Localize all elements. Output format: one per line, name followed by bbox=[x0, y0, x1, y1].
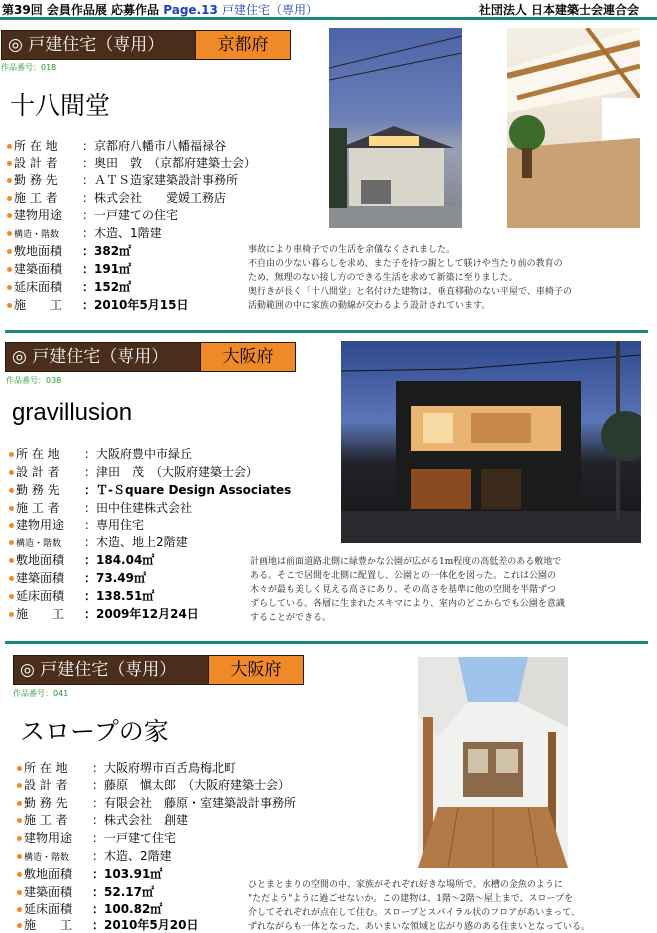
section-rule bbox=[5, 330, 648, 333]
entry1-field: 延床面積 ：152㎡ bbox=[7, 278, 131, 295]
entry3-field: 構造・階数 ：木造、2階建 bbox=[17, 847, 172, 864]
entry3-description bbox=[248, 878, 590, 933]
entry3-field: 敷地面積 ：103.91㎡ bbox=[17, 865, 162, 882]
description-line: 木々が最も美しく見える高さにあり、その高さを基準に他の空間を半階ずつ bbox=[250, 585, 557, 595]
entry2-field: 建築面積 ：73.49㎡ bbox=[9, 569, 146, 586]
entry3-number: 作品番号：041 bbox=[13, 689, 69, 698]
entry1-exterior-photo bbox=[329, 28, 462, 228]
entry2-field: 所 在 地 ：大阪府豊中市緑丘 bbox=[9, 445, 192, 462]
description-line: 介してそれぞれが点在して住む。スロープとスパイラル状のフロアがあいまって、 bbox=[248, 908, 581, 918]
entry3-field: 施 工 ：2010年5月20日 bbox=[17, 916, 198, 933]
entry3-field: 所 在 地 ：大阪府堺市百舌鳥梅北町 bbox=[17, 759, 236, 776]
entry1-category: ◎ 戸建住宅（専用） bbox=[1, 30, 196, 60]
entry1-field: 建物用途 ：一戸建ての住宅 bbox=[7, 206, 178, 223]
entry2-number: 作品番号：038 bbox=[6, 376, 62, 385]
entry2-night-facade-photo bbox=[341, 341, 641, 543]
entry3-field: 設 計 者 ：藤原 愼太郎 （大阪府建築士会） bbox=[17, 776, 290, 793]
entry3-title: スロープの家 bbox=[20, 717, 169, 746]
entry1-field: 所 在 地 ：京都府八幡市八幡福禄谷 bbox=[7, 137, 226, 154]
entry2-field: 施 工 ：2009年12月24日 bbox=[9, 605, 199, 622]
header-rule bbox=[0, 17, 657, 20]
header-left bbox=[2, 1, 318, 18]
entry1-title: 十八間堂 bbox=[10, 91, 111, 120]
entry1-field: 勤 務 先 ：ＡＴＳ造家建築設計事務所 bbox=[7, 171, 238, 188]
entry2-title: gravillusion bbox=[12, 399, 133, 426]
entry3-field: 建物用途 ：一戸建て住宅 bbox=[17, 829, 176, 846]
entry3-field: 勤 務 先 ：有限会社 藤原・室建築設計事務所 bbox=[17, 794, 296, 811]
entry2-field: 建物用途 ：専用住宅 bbox=[9, 516, 144, 533]
entry1-field: 施 工 ：2010年5月15日 bbox=[7, 296, 188, 313]
entry2-field: 敷地面積 ：184.04㎡ bbox=[9, 551, 154, 568]
entry2-description bbox=[250, 555, 565, 625]
entry2-field: 勤 務 先 ：Ｔ-Ｓquare Design Associates bbox=[9, 481, 291, 498]
description-line: 活動範囲の中に家族の動線が交わるよう設計されています。 bbox=[248, 301, 491, 311]
entry2-prefecture: 大阪府 bbox=[200, 342, 296, 372]
entry1-interior-photo bbox=[507, 28, 640, 228]
description-line: "ただよう"ように過ごせないか。この建物は、1階～2階～屋上まで、スロープを bbox=[248, 894, 574, 904]
entry3-courtyard-photo bbox=[418, 657, 568, 868]
entry2-field: 設 計 者 ：津田 茂 （大阪府建築士会） bbox=[9, 463, 258, 480]
description-line: ある。そこで居間を北側に配置し、公園との一体化を図った。これは公園の bbox=[250, 571, 557, 581]
description-line: 不自由の少ない暮らしを求め、また子を持つ親として躾けや当たり前の教育の bbox=[248, 259, 563, 269]
entry1-number: 作品番号：018 bbox=[1, 63, 57, 72]
description-line: ひとまとまりの空間の中、家族がそれぞれ好きな場所で、水槽の金魚のように bbox=[248, 880, 563, 890]
header-page: Page.13 bbox=[163, 3, 218, 17]
entry3-prefecture: 大阪府 bbox=[208, 655, 304, 685]
header-category: 戸建住宅（専用） bbox=[222, 3, 319, 17]
description-line: することができる。 bbox=[250, 613, 332, 623]
description-line: ずれながらも一体となった、あいまいな領域と広がり感のある住まいとなっている。 bbox=[248, 922, 591, 932]
entry1-prefecture: 京都府 bbox=[195, 30, 291, 60]
description-line: 奥行きが長く「十八間堂」と名付けた建物は、垂直移動のない平屋で、車椅子の bbox=[248, 287, 572, 297]
entry1-field: 建築面積 ：191㎡ bbox=[7, 260, 131, 277]
entry2-field: 施 工 者 ：田中住建株式会社 bbox=[9, 499, 192, 516]
entry1-field: 施 工 者 ：株式会社 愛媛工務店 bbox=[7, 189, 226, 206]
entry3-category: ◎ 戸建住宅（専用） bbox=[13, 655, 209, 685]
description-line: 事故により車椅子での生活を余儀なくされました。 bbox=[248, 245, 456, 255]
entry2-category: ◎ 戸建住宅（専用） bbox=[5, 342, 201, 372]
section-rule bbox=[5, 641, 648, 644]
entry1-field: 設 計 者 ：奥田 敦 （京都府建築士会） bbox=[7, 154, 256, 171]
description-line: ため、無理のない接し方のできる生活を求めて新築に至りました。 bbox=[248, 273, 518, 283]
entry3-field: 施 工 者 ：株式会社 創建 bbox=[17, 811, 188, 828]
entry3-field: 建築面積 ：52.17㎡ bbox=[17, 883, 154, 900]
description-line: 計画地は前面道路北側に緑豊かな公園が広がる1m程度の高低差のある敷地で bbox=[250, 557, 562, 567]
entry1-description bbox=[248, 243, 572, 313]
entry2-field: 延床面積 ：138.51㎡ bbox=[9, 587, 154, 604]
header-organization: 社団法人 日本建築士会連合会 bbox=[478, 3, 639, 17]
entry1-field: 構造・階数 ：木造、1階建 bbox=[7, 224, 162, 241]
description-line: ずらしている。各層に生まれたスキマにより、室内のどこからでも公園を意識 bbox=[250, 599, 565, 609]
entry3-field: 延床面積 ：100.82㎡ bbox=[17, 900, 162, 917]
entry1-field: 敷地面積 ：382㎡ bbox=[7, 242, 131, 259]
entry2-field: 構造・階数 ：木造、地上2階建 bbox=[9, 533, 188, 550]
header-prefix: 第39回 会員作品展 応募作品 bbox=[2, 3, 160, 17]
